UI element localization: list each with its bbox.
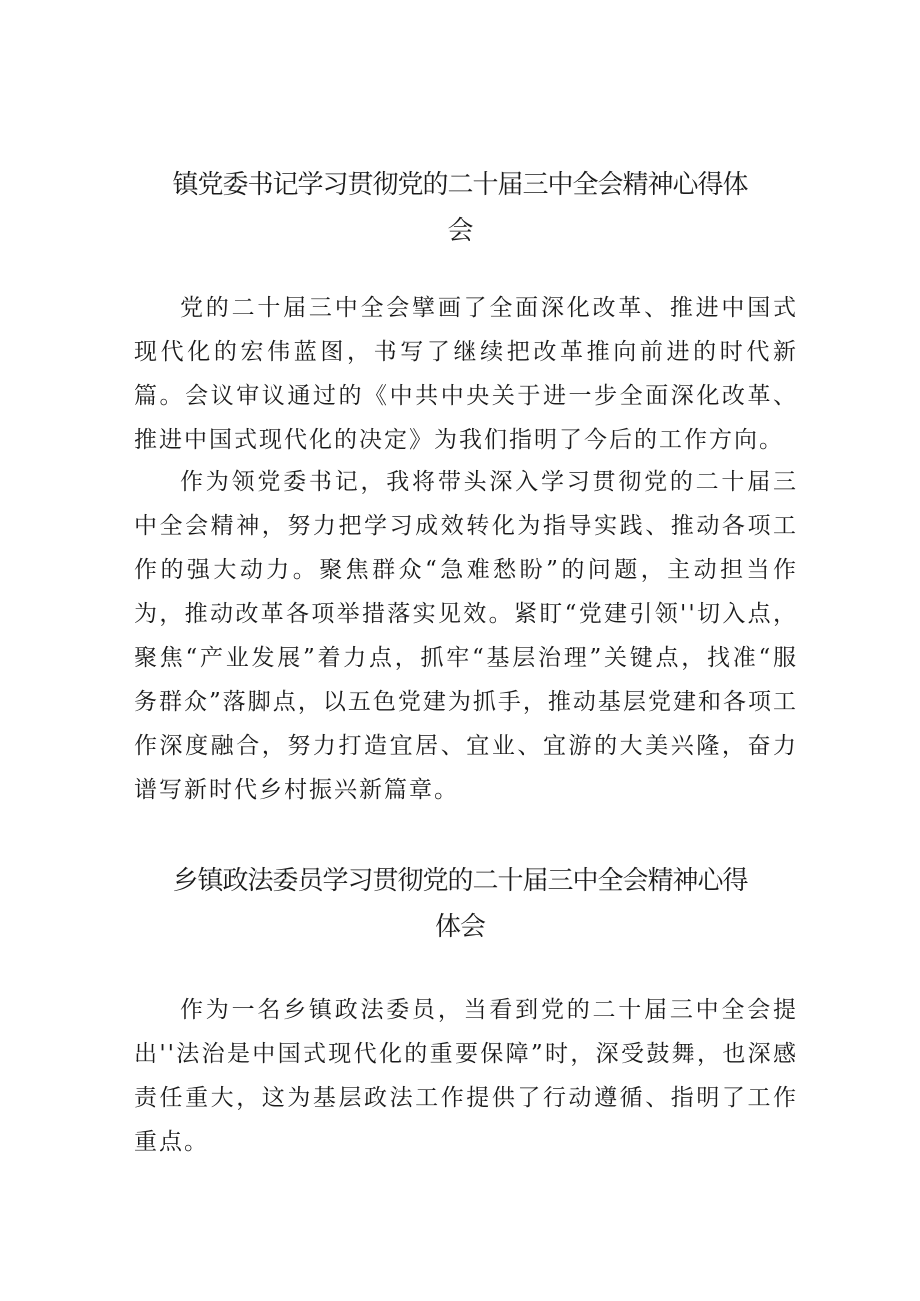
section-1-paragraph-1: 党的二十届三中全会擘画了全面深化改革、推进中国式现代化的宏伟蓝图，书写了继续把改革推向前进的时代新篇。会议审议通过的《中共中央关于进一步全面深化改革、推进中国式现代化的决定》为我们指明了今后的工作方向。 — [134, 295, 798, 453]
section-1-paragraph-2: 作为领党委书记，我将带头深入学习贯彻党的二十届三中全会精神，努力把学习成效转化为指导实践、推动各项工作的强大动力。聚焦群众“急难愁盼”的问题，主动担当作为，推动改革各项举措落实见效。紧盯“党建引领''切入点，聚焦“产业发展”着力点，抓牢“基层治理”关键点，找准“服务群众”落脚点，以五色党建为抓手，推动基层党建和各项工作深度融合，努力打造宜居、宜业、宜游的大美兴隆，奋力谱写新时代乡村振兴新篇章。 — [134, 469, 798, 803]
section-2-title — [130, 858, 790, 950]
section-2-title-line-1: 乡镇政法委员学习贯彻党的二十届三中全会精神心得 — [172, 866, 748, 896]
section-1-title — [130, 162, 790, 254]
section-1-title-line-2: 会 — [447, 216, 473, 246]
section-1-title-line-1: 镇党委书记学习贯彻党的二十届三中全会精神心得体 — [172, 170, 748, 200]
section-2-paragraph-1: 作为一名乡镇政法委员，当看到党的二十届三中全会提出''法治是中国式现代化的重要保障”时，深受鼓舞，也深感责任重大，这为基层政法工作提供了行动遵循、指明了工作重点。 — [134, 997, 798, 1155]
section-2-title-line-2: 体会 — [434, 912, 485, 942]
